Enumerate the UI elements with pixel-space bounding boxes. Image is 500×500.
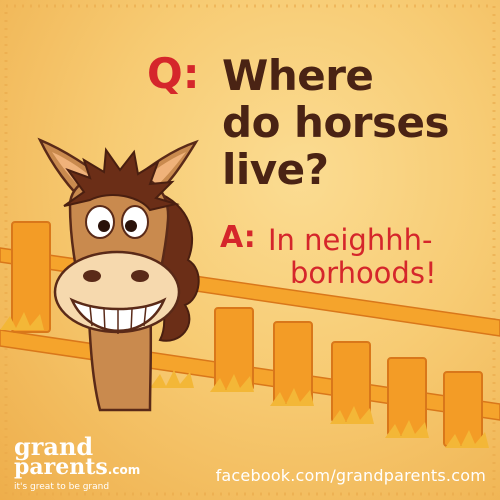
logo-grand: grand — [14, 432, 94, 461]
question-line: do horses — [222, 98, 449, 147]
question-line: live? — [222, 145, 329, 194]
horse-right-nostril — [131, 270, 149, 282]
horse-left-nostril — [83, 270, 101, 282]
horse-right-pupil — [125, 220, 137, 232]
answer-label: A: — [220, 220, 256, 255]
fence-post — [444, 372, 482, 446]
fence-post — [12, 222, 50, 332]
answer-text — [268, 224, 437, 290]
facebook-url[interactable]: facebook.com/grandparents.com — [215, 466, 486, 485]
answer-line: borhoods! — [290, 256, 437, 290]
logo-suffix: .com — [107, 463, 141, 477]
question-line: Where — [222, 51, 374, 100]
question-text — [222, 52, 449, 193]
logo-tagline: it's great to be grand — [14, 482, 110, 492]
answer-line: In neighhh- — [268, 223, 433, 257]
grandparents-logo[interactable] — [14, 432, 141, 492]
logo-parents: parents — [14, 454, 108, 480]
logo-parents-line — [14, 454, 141, 480]
question-label: Q: — [147, 49, 200, 98]
horse-left-pupil — [98, 220, 110, 232]
fence-post — [332, 342, 370, 422]
